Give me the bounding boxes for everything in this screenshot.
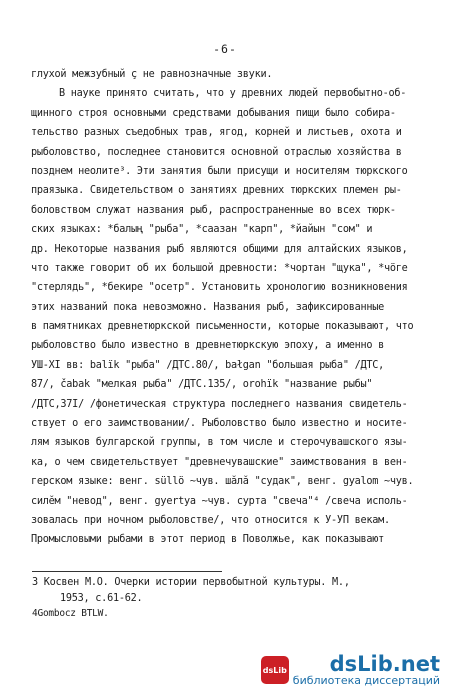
text-line: 87/, čabak "мелкая рыба" /ДТС.135/, orohïk "название рыбы" bbox=[31, 379, 373, 391]
text-line: щинного строя основными средствами добывания пищи было собира- bbox=[31, 107, 396, 119]
text-line: В науке принято считать, что у древних людей первобытно-об- bbox=[59, 88, 407, 100]
text-line: др. Некоторые названия рыб являются общими для алтайских языков, bbox=[31, 243, 408, 255]
text-line: рыболовство, последнее становится основной отраслью хозяйства в bbox=[31, 146, 402, 158]
text-line: герском языке: венг. süllö ~чув. шăлă "судак", венг. gyalom ~чув. bbox=[31, 476, 414, 488]
footnote-4: 4Gombocz BTLW. bbox=[32, 608, 109, 619]
footnote-3-continuation: 1953, с.61-62. bbox=[60, 592, 143, 604]
text-line: лям языков булгарской группы, в том числе и стерочувашского язы- bbox=[31, 437, 408, 449]
footnote-divider bbox=[32, 571, 222, 572]
text-line: праязыка. Свидетельством о занятиях древних тюркских племен ры- bbox=[31, 185, 402, 197]
text-line: боловством служат названия рыб, распространенные во всех тюрк- bbox=[31, 204, 396, 216]
text-line: этих названий пока невозможно. Названия рыб, зафиксированные bbox=[31, 301, 385, 313]
footnote-3: 3 Косвен М.О. Очерки истории первобытной культуры. М., bbox=[32, 577, 350, 588]
text-line: глухой межзубный ç не равнозначные звуки. bbox=[31, 69, 273, 80]
body-text bbox=[31, 65, 426, 550]
text-line: /ДТС,37І/ /фонетическая структура последнего названия свидетель- bbox=[31, 398, 408, 410]
dslib-watermark bbox=[261, 653, 440, 687]
text-line: "стерлядь", *бекире "осетр". Установить хронологию возникновения bbox=[31, 282, 408, 294]
text-line: ствует о его заимствовании/. Рыболовство было известно и носите- bbox=[31, 418, 408, 430]
text-line: Промысловыми рыбами в этот период в Поволжье, как показывают bbox=[31, 534, 385, 546]
text-line: в памятниках древнетюркской письменности, которые показывают, что bbox=[31, 321, 414, 333]
text-line: ка, о чем свидетельствует "древнечувашские" заимствования в вен- bbox=[31, 456, 408, 468]
text-line: позднем неолите³. Эти занятия были присущи и носителям тюркского bbox=[31, 165, 408, 177]
text-line: силĕм "невод", венг. gyertya ~чув. сурта "свеча"⁴ /свеча исполь- bbox=[31, 495, 408, 507]
text-line: тельство разных съедобных трав, ягод, корней и листьев, охота и bbox=[31, 127, 402, 139]
watermark-subtitle: библиотека диссертаций bbox=[292, 674, 440, 687]
footnotes bbox=[32, 575, 432, 622]
text-line: УШ-XI вв: balïk "рыба" /ДТС.80/, bałgan "большая рыба" /ДТС, bbox=[31, 359, 385, 371]
text-line: рыболовство было известно в древнетюркскую эпоху, а именно в bbox=[31, 340, 385, 352]
dslib-logo-icon bbox=[261, 656, 289, 684]
text-line: ских языках: *балың "рыба", *саазан "карп", *йайын "сом" и bbox=[31, 224, 373, 236]
text-line: зовалась при ночном рыболовстве/, что относится к У-УП векам. bbox=[31, 514, 390, 526]
text-line: что также говорит об их большой древности: *чортан "щука", *чöге bbox=[31, 262, 408, 274]
dslib-logo-text: dsLib bbox=[262, 665, 287, 675]
page-number: -6- bbox=[213, 42, 237, 56]
watermark-brand: dsLib.net bbox=[329, 652, 440, 676]
